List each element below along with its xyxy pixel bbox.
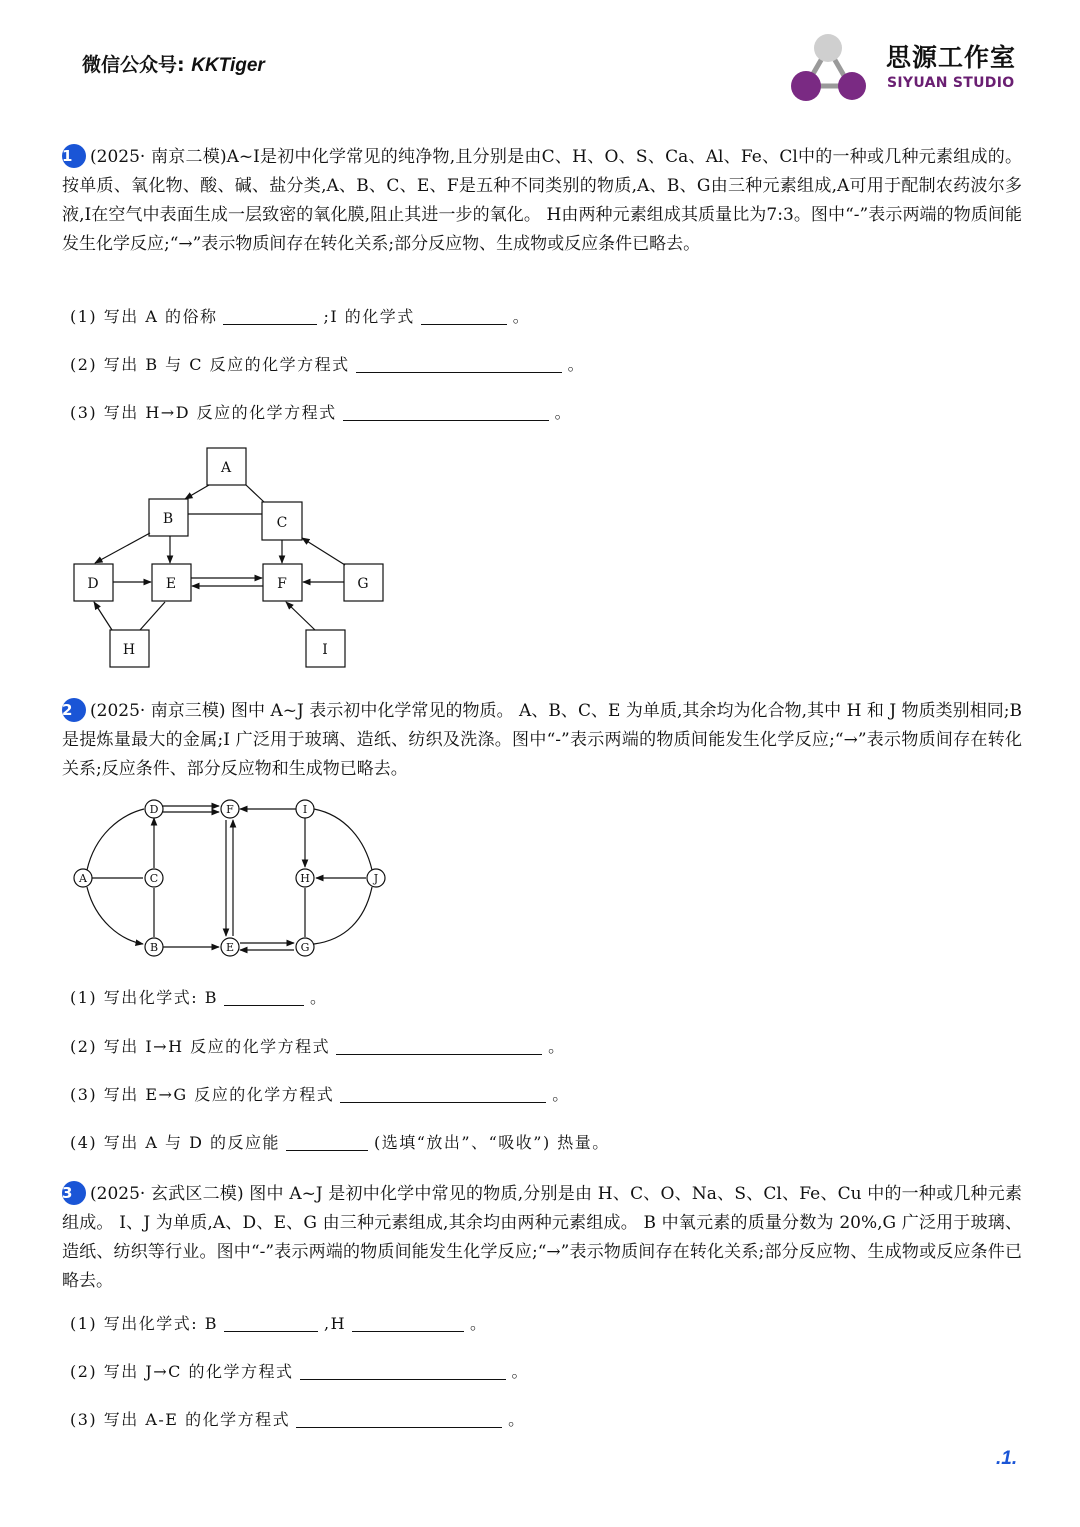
q2-sub4 [70,1131,610,1155]
answer-blank[interactable] [356,354,562,373]
q2-sub1 [70,986,328,1010]
question-number-badge: 2 [62,698,86,722]
q3-sub2-end: 。 [511,1362,530,1381]
question-2-stem [62,697,1022,784]
q2-sub1-end: 。 [310,988,328,1007]
q1-sub3 [70,401,572,425]
q3-sub3-prompt: (3) 写出 A-E 的化学方程式 [70,1410,291,1429]
q3-sub1-prompt-b: ,H [324,1314,347,1333]
q1-sub3-end: 。 [554,403,573,422]
question-3-stem [62,1180,1022,1296]
q3-sub1-end: 。 [470,1314,488,1333]
answer-blank[interactable] [224,987,304,1006]
node-label: A [220,460,232,476]
q2-relationship-diagram [60,790,400,965]
node-label: E [165,576,177,592]
q1-sub2-end: 。 [567,355,586,374]
page-number: .1. [996,1448,1018,1469]
brand-name-cn: 思源工作室 [886,43,1017,72]
node-label: I [302,803,308,816]
q1-relationship-diagram [60,440,400,672]
q2-sub2-prompt: (2) 写出 I→H 反应的化学方程式 [70,1037,331,1056]
answer-blank[interactable] [296,1409,502,1428]
node-label: G [357,576,369,592]
node-label: H [122,642,136,658]
q1-sub1-prompt-a: (1) 写出 A 的俗称 [70,307,218,326]
q2-sub4-prompt: (4) 写出 A 与 D 的反应能 [70,1133,280,1152]
node-label: B [149,941,159,954]
node-label: C [276,515,288,531]
question-2-text: (2025· 南京三模) 图中 A~J 表示初中化学常见的物质。 A、B、C、E 为单质,其余均为化合物,其中 H 和 J 物质类别相同;B 是提炼量最大的金属;I 广泛用于玻璃、造纸、纺织及洗涤。图中“-”表示两端的物质间能发生化学反应;“→”表示物质间存在转化关系;反应条件、部分反应物和生成物已略去。 [62,701,1022,779]
answer-blank[interactable] [343,402,549,421]
q1-sub1-prompt-b: ;I 的化学式 [323,307,415,326]
q2-sub3-end: 。 [552,1085,570,1104]
answer-blank[interactable] [300,1361,506,1380]
node-label: F [277,576,287,592]
answer-blank[interactable] [224,1313,318,1332]
q2-sub1-prompt: (1) 写出化学式: B [70,988,218,1007]
node-label: A [79,872,87,885]
q1-sub1 [70,305,530,329]
node-label: E [225,941,235,954]
q3-sub3-end: 。 [508,1410,526,1429]
answer-blank[interactable] [286,1132,368,1151]
q3-sub1 [70,1312,488,1336]
answer-blank[interactable] [352,1313,464,1332]
question-number-badge: 1 [62,144,86,168]
node-label: D [87,576,99,592]
studio-logo-icon [786,30,876,108]
q1-sub1-end: 。 [512,307,531,326]
q2-sub2 [70,1035,566,1059]
q1-sub2 [70,353,585,377]
answer-blank[interactable] [336,1036,542,1055]
q2-sub4-end: (选填“放出”、“吸收”) 热量。 [373,1133,610,1152]
question-1-stem [62,143,1022,259]
node-label: H [300,872,310,885]
node-label: J [373,872,379,885]
node-label: C [149,872,159,885]
node-label: F [226,803,234,816]
wechat-account: KKTiger [191,55,265,76]
node-label: B [162,511,174,527]
q3-sub3 [70,1408,526,1432]
question-1-text: (2025· 南京二模)A~I是初中化学常见的纯净物,且分别是由C、H、O、S、Ca、Al、Fe、Cl中的一种或几种元素组成的。按单质、氧化物、酸、碱、盐分类,A、B、C、E、F是五种不同类别的物质,A、B、G由三种元素组成,A可用于配制农药波尔多液,I在空气中表面生成一层致密的氧化膜,阻止其进一步的氧化。 H由两种元素组成其质量比为7:3。图中“-”表示两端的物质间能发生化学反应;“→”表示物质间存在转化关系;部分反应物、生成物或反应条件已略去。 [62,147,1022,254]
q2-sub3-prompt: (3) 写出 E→G 反应的化学方程式 [70,1085,335,1104]
q3-sub1-prompt-a: (1) 写出化学式: B [70,1314,218,1333]
question-number-badge: 3 [62,1181,86,1205]
answer-blank[interactable] [340,1084,546,1103]
node-label: G [300,941,310,954]
brand-name-en: SIYUAN STUDIO [887,75,1015,91]
q3-sub2-prompt: (2) 写出 J→C 的化学方程式 [70,1362,294,1381]
answer-blank[interactable] [421,306,507,325]
node-label: D [149,803,159,816]
wechat-label [82,50,265,77]
node-label: I [322,642,328,658]
question-3-text: (2025· 玄武区二模) 图中 A~J 是初中化学中常见的物质,分别是由 H、C、O、Na、S、Cl、Fe、Cu 中的一种或几种元素组成。 I、J 为单质,A、D、E、G 由三种元素组成,其余均由两种元素组成。 B 中氧元素的质量分数为 20%,G 广泛用于玻璃、造纸、纺织等行业。图中“-”表示两端的物质间能发生化学反应;“→”表示物质间存在转化关系;部分反应物、生成物或反应条件已略去。 [62,1184,1022,1291]
q2-sub3 [70,1083,570,1107]
q3-sub2 [70,1360,529,1384]
q1-sub2-prompt: (2) 写出 B 与 C 反应的化学方程式 [70,355,350,374]
answer-blank[interactable] [223,306,317,325]
wechat-label-text: 微信公众号: [82,54,185,76]
q1-sub3-prompt: (3) 写出 H→D 反应的化学方程式 [70,403,337,422]
q2-sub2-end: 。 [548,1037,566,1056]
